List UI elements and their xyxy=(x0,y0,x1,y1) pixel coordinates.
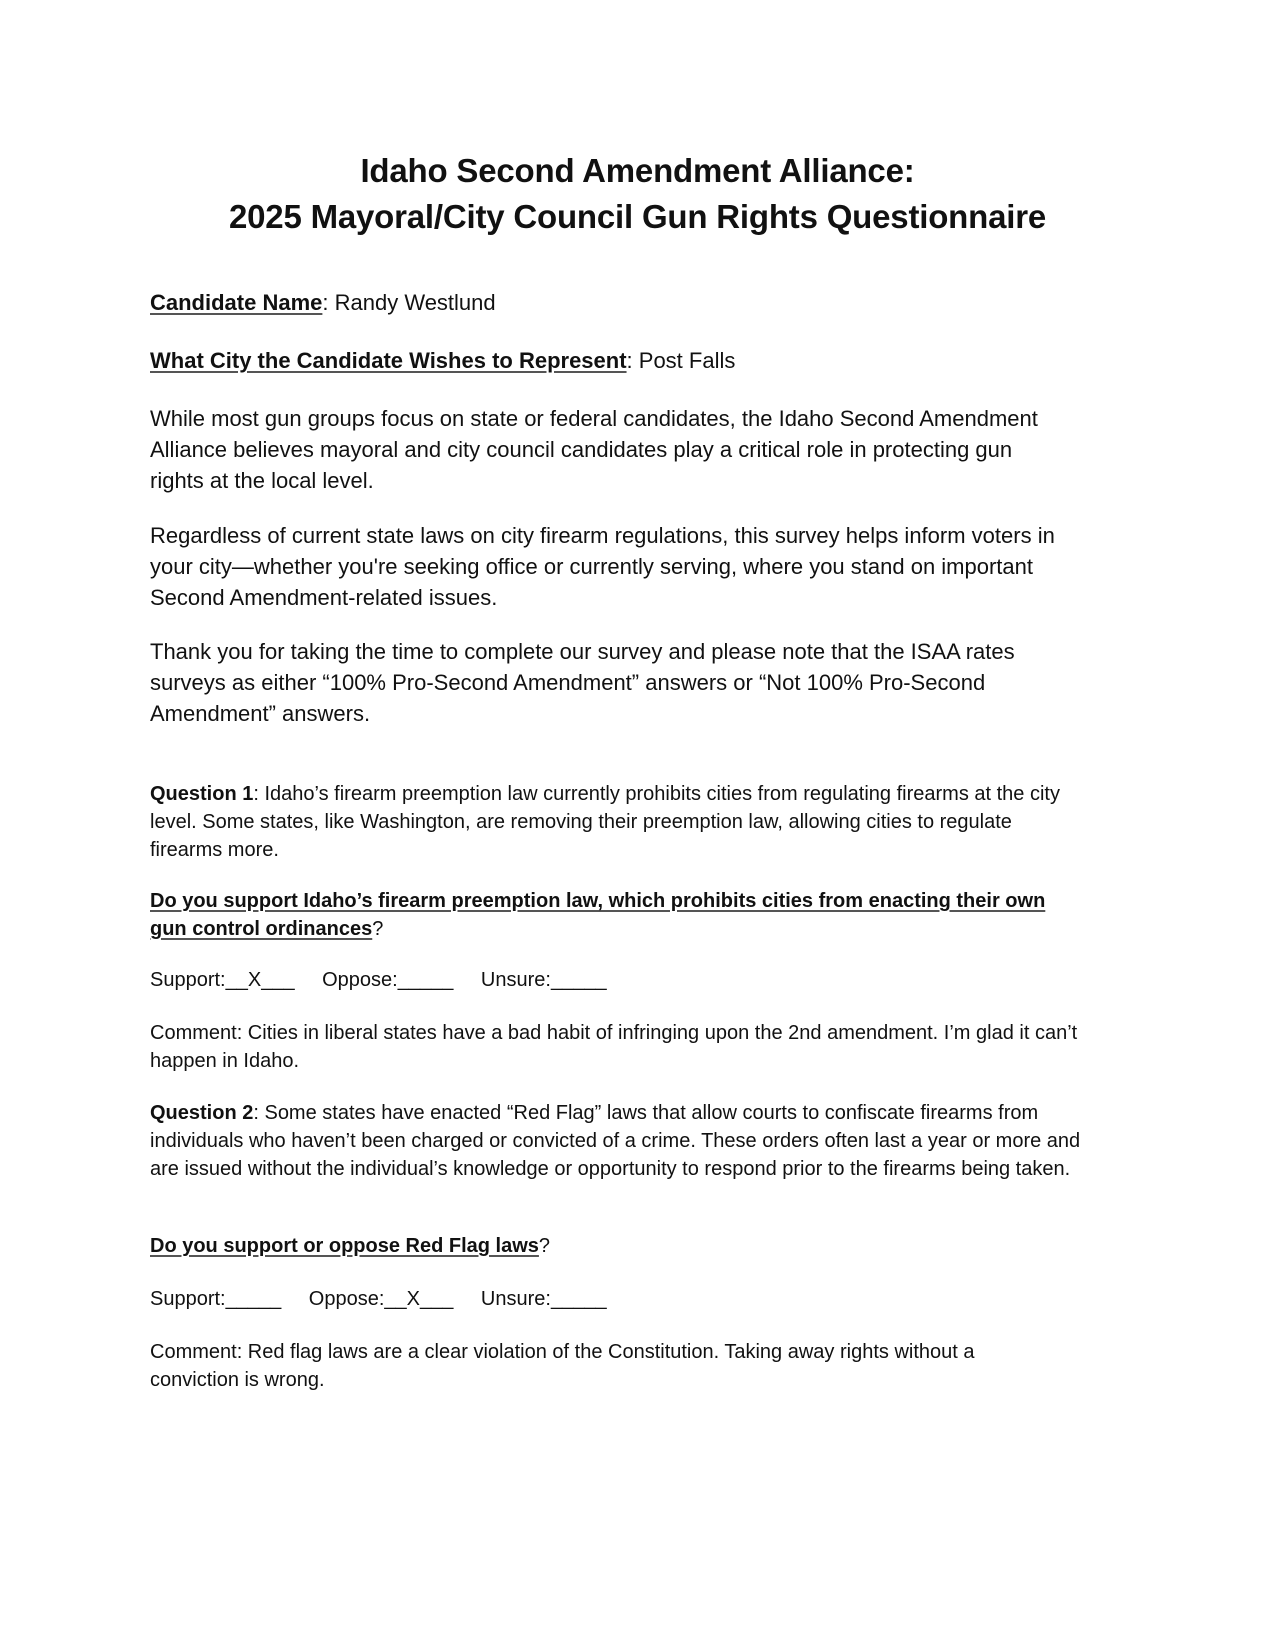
question-1-comment: Comment: Cities in liberal states have a bad habit of infringing upon the 2nd amendment. I’m glad it can’t happen in Idaho. xyxy=(150,1022,1078,1072)
question-1-prompt-text: Do you support Idaho’s firearm preemption law, which prohibits cities from enacting their own gun control ordinances xyxy=(150,890,1046,940)
document-title-line2: 2025 Mayoral/City Council Gun Rights Questionnaire xyxy=(229,198,1046,235)
intro-paragraph-2: Regardless of current state laws on city firearm regulations, this survey helps inform voters in your city—whether you're seeking office or currently serving, where you stand on important Second Amendment-related issues. xyxy=(150,523,1055,610)
question-2-support-option[interactable]: Support:_____ xyxy=(150,1288,282,1310)
question-2-comment: Comment: Red flag laws are a clear violation of the Constitution. Taking away rights without a conviction is wrong. xyxy=(150,1341,975,1391)
candidate-name-row xyxy=(150,287,1130,318)
candidate-name-value: : Randy Westlund xyxy=(322,290,496,315)
intro-paragraph-1: While most gun groups focus on state or federal candidates, the Idaho Second Amendment Alliance believes mayoral and city council candidates play a critical role in protecting gun rights at the local level. xyxy=(150,406,1038,493)
candidate-city-value: : Post Falls xyxy=(626,348,736,373)
intro-paragraph-3: Thank you for taking the time to complete our survey and please note that the ISAA rates surveys as either “100% Pro-Second Amendment” answers or “Not 100% Pro-Second Amendment” answers. xyxy=(150,639,1015,726)
question-1-prompt: Do you support Idaho’s firearm preemption law, which prohibits cities from enacting their own gun control ordinances? xyxy=(150,890,1046,940)
question-1-unsure-option[interactable]: Unsure:_____ xyxy=(480,969,607,991)
question-2-oppose-option[interactable]: Oppose:__X___ xyxy=(308,1288,454,1310)
question-1-text xyxy=(150,780,1075,864)
question-1-answers xyxy=(150,966,1130,994)
question-2-body: : Some states have enacted “Red Flag” laws that allow courts to confiscate firearms from individuals who haven’t been charged or convicted of a crime. These orders often last a year or more and are issued without the individual’s knowledge or opportunity to respond prior to the firearms being taken. xyxy=(150,1102,1081,1180)
question-1-support-option[interactable]: Support:__X___ xyxy=(150,969,295,991)
question-2-prompt: Do you support or oppose Red Flag laws? xyxy=(150,1235,551,1257)
candidate-city-label: What City the Candidate Wishes to Represent xyxy=(150,348,627,373)
document-title-line1: Idaho Second Amendment Alliance: xyxy=(360,152,915,189)
question-2-unsure-option[interactable]: Unsure:_____ xyxy=(480,1288,607,1310)
question-2-prompt-text: Do you support or oppose Red Flag laws xyxy=(150,1235,539,1257)
question-2-label: Question 2 xyxy=(150,1102,254,1124)
question-1-oppose-option[interactable]: Oppose:_____ xyxy=(322,969,454,991)
candidate-city-row xyxy=(150,345,1130,376)
question-2-answers xyxy=(150,1285,1130,1313)
question-1-body: : Idaho’s firearm preemption law currently prohibits cities from regulating firearms at the city level. Some states, like Washington, are removing their preemption law, allowing cities to regulate firearms more. xyxy=(150,783,1060,861)
question-2-text xyxy=(150,1099,1085,1183)
question-1-label: Question 1 xyxy=(150,783,254,805)
candidate-name-label: Candidate Name xyxy=(150,290,323,315)
